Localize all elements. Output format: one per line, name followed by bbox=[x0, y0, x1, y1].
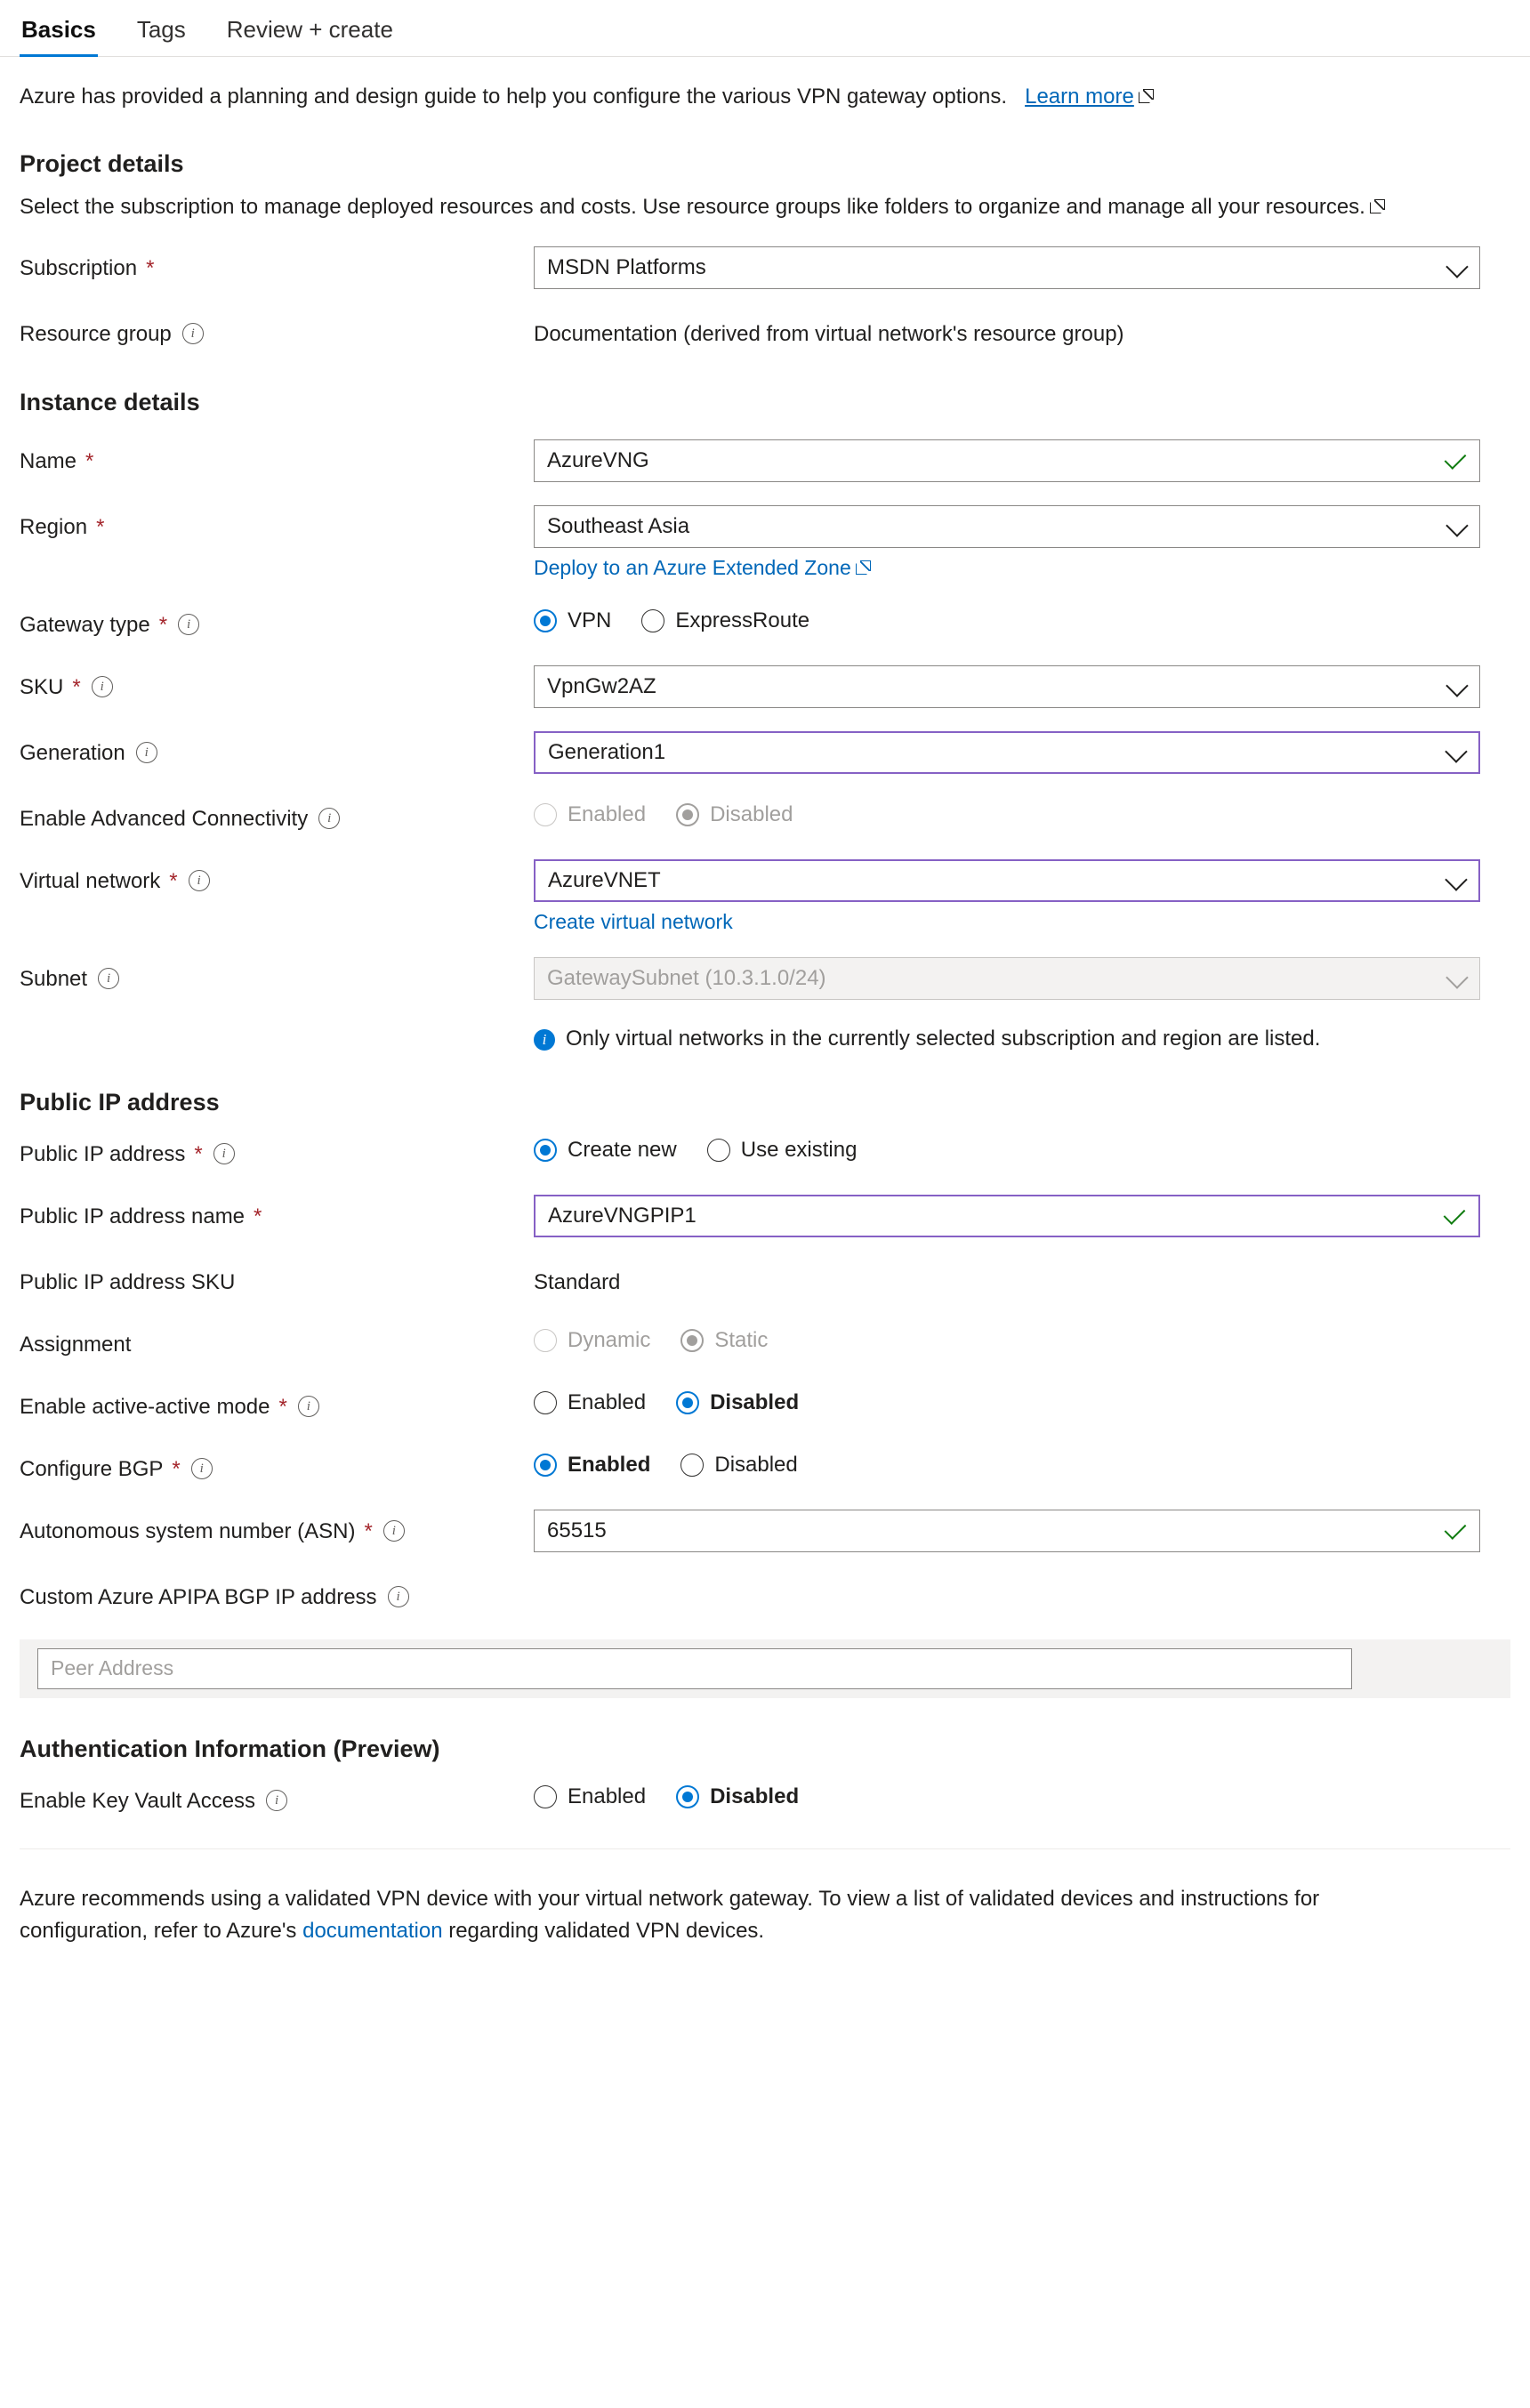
virtual-network-note-text: Only virtual networks in the currently selected subscription and region are listed. bbox=[566, 1026, 1321, 1051]
name-row bbox=[20, 439, 1510, 482]
generation-row bbox=[20, 731, 1510, 774]
resource-group-help-icon[interactable] bbox=[1370, 199, 1385, 214]
advanced-connectivity-option-enabled bbox=[534, 802, 646, 827]
external-link-icon bbox=[1139, 89, 1154, 104]
intro-text bbox=[20, 82, 1510, 113]
public-ip-sku-label bbox=[20, 1260, 534, 1296]
public-ip-sku-row bbox=[20, 1260, 1510, 1300]
advanced-connectivity-radio-group bbox=[534, 797, 1480, 827]
gateway-type-radio-group bbox=[534, 603, 1480, 633]
name-label bbox=[20, 439, 534, 475]
key-vault-option-disabled-label: Disabled bbox=[710, 1784, 800, 1808]
configure-bgp-radio-group bbox=[534, 1447, 1480, 1478]
chevron-down-icon bbox=[1445, 255, 1468, 278]
generation-label-text: Generation bbox=[20, 740, 125, 765]
subnet-select bbox=[534, 957, 1480, 1000]
radio-icon bbox=[534, 1329, 557, 1352]
key-vault-field bbox=[534, 1779, 1480, 1809]
required-marker: * bbox=[194, 1141, 203, 1166]
valid-check-icon bbox=[1445, 1518, 1467, 1540]
subscription-field bbox=[534, 246, 1480, 289]
chevron-down-icon bbox=[1445, 740, 1467, 762]
asn-label bbox=[20, 1510, 534, 1545]
public-ip-address-option-use-existing-label: Use existing bbox=[740, 1137, 858, 1162]
gateway-type-field bbox=[534, 603, 1480, 633]
required-marker: * bbox=[172, 1456, 181, 1481]
apipa-row bbox=[20, 1575, 1510, 1615]
project-details-description bbox=[20, 192, 1478, 223]
key-vault-option-disabled[interactable] bbox=[676, 1784, 799, 1809]
radio-icon bbox=[534, 1139, 557, 1162]
subnet-row bbox=[20, 957, 1510, 1000]
key-vault-label-text: Enable Key Vault Access bbox=[20, 1788, 256, 1813]
name-input[interactable] bbox=[534, 439, 1480, 482]
advanced-connectivity-option-enabled-label: Enabled bbox=[568, 801, 647, 826]
subscription-label bbox=[20, 246, 534, 282]
assignment-option-static-label: Static bbox=[714, 1327, 769, 1352]
radio-icon bbox=[641, 609, 664, 632]
assignment-option-static bbox=[680, 1328, 768, 1353]
virtual-network-value: AzureVNET bbox=[548, 867, 661, 892]
advanced-connectivity-row bbox=[20, 797, 1510, 836]
resource-group-field bbox=[534, 312, 1480, 348]
advanced-connectivity-option-disabled-label: Disabled bbox=[710, 801, 793, 826]
chevron-down-icon bbox=[1445, 674, 1468, 697]
advanced-connectivity-label bbox=[20, 797, 534, 833]
active-active-label-text: Enable active-active mode bbox=[20, 1394, 270, 1419]
info-icon[interactable]: i bbox=[189, 870, 210, 891]
active-active-label bbox=[20, 1385, 534, 1421]
public-ip-address-option-create-new[interactable] bbox=[534, 1138, 677, 1163]
configure-bgp-label bbox=[20, 1447, 534, 1483]
required-marker: * bbox=[254, 1204, 262, 1228]
gateway-type-option-expressroute-label: ExpressRoute bbox=[675, 608, 810, 632]
subnet-field bbox=[534, 957, 1480, 1000]
gateway-type-label-text: Gateway type bbox=[20, 612, 150, 637]
intro-label: Azure has provided a planning and design guide to help you configure the various VPN gateway options. bbox=[20, 85, 1008, 109]
public-ip-address-label bbox=[20, 1132, 534, 1168]
radio-icon bbox=[534, 1785, 557, 1808]
generation-select[interactable] bbox=[534, 731, 1480, 774]
public-ip-address-radio-group bbox=[534, 1132, 1480, 1163]
name-field bbox=[534, 439, 1480, 482]
assignment-option-dynamic bbox=[534, 1328, 650, 1353]
virtual-network-row bbox=[20, 859, 1510, 934]
advanced-connectivity-label-text: Enable Advanced Connectivity bbox=[20, 806, 309, 831]
public-ip-sku-label-text: Public IP address SKU bbox=[20, 1269, 236, 1294]
required-marker: * bbox=[96, 514, 105, 539]
learn-more-link[interactable] bbox=[1025, 85, 1134, 109]
tab-tags[interactable]: Tags bbox=[136, 15, 186, 43]
info-icon[interactable]: i bbox=[318, 808, 340, 829]
subscription-select[interactable] bbox=[534, 246, 1480, 289]
advanced-connectivity-option-disabled bbox=[676, 802, 793, 827]
chevron-down-icon bbox=[1445, 514, 1468, 536]
subnet-label-text: Subnet bbox=[20, 966, 88, 991]
public-ip-address-row bbox=[20, 1132, 1510, 1172]
footer-text-part2: regarding validated VPN devices. bbox=[442, 1918, 765, 1943]
gateway-type-row bbox=[20, 603, 1510, 642]
info-icon[interactable]: i bbox=[191, 1458, 213, 1479]
asn-input[interactable] bbox=[534, 1510, 1480, 1552]
radio-icon bbox=[676, 1391, 699, 1414]
asn-row bbox=[20, 1510, 1510, 1552]
generation-field bbox=[534, 731, 1480, 774]
region-field bbox=[534, 505, 1480, 580]
virtual-network-label bbox=[20, 859, 534, 895]
name-label-text: Name bbox=[20, 448, 77, 473]
info-icon[interactable]: i bbox=[388, 1586, 409, 1607]
gateway-type-label bbox=[20, 603, 534, 639]
key-vault-row bbox=[20, 1779, 1510, 1818]
extended-zone-link-label: Deploy to an Azure Extended Zone bbox=[534, 555, 851, 579]
region-label-text: Region bbox=[20, 514, 88, 539]
valid-check-icon bbox=[1444, 1203, 1466, 1225]
required-marker: * bbox=[169, 868, 178, 893]
public-ip-sku-field bbox=[534, 1260, 1480, 1296]
assignment-radio-group bbox=[534, 1323, 1480, 1353]
sku-value: VpnGw2AZ bbox=[547, 673, 656, 698]
instance-details-heading: Instance details bbox=[20, 388, 200, 415]
region-row bbox=[20, 505, 1510, 580]
radio-icon bbox=[680, 1454, 704, 1477]
radio-icon bbox=[534, 803, 557, 826]
key-vault-radio-group bbox=[534, 1779, 1480, 1809]
active-active-field bbox=[534, 1385, 1480, 1415]
radio-icon bbox=[676, 1785, 699, 1808]
footer-text-part1: Azure recommends using a validated VPN device with your virtual network gateway. To view a list of validated devices and instructions for configuration, refer to Azure's bbox=[20, 1886, 1320, 1943]
documentation-link[interactable]: documentation bbox=[302, 1918, 443, 1943]
configure-bgp-field bbox=[534, 1447, 1480, 1478]
key-vault-label bbox=[20, 1779, 534, 1815]
valid-check-icon bbox=[1445, 447, 1467, 470]
tab-bar bbox=[0, 0, 1530, 57]
required-marker: * bbox=[146, 255, 155, 280]
required-marker: * bbox=[85, 448, 94, 473]
resource-group-value: Documentation (derived from virtual network's resource group) bbox=[534, 321, 1124, 346]
apipa-peer-address-strip bbox=[20, 1639, 1510, 1698]
learn-more-label: Learn more bbox=[1025, 85, 1134, 109]
resource-group-row bbox=[20, 312, 1510, 351]
active-active-row bbox=[20, 1385, 1510, 1424]
project-details-description-text: Select the subscription to manage deployed resources and costs. Use resource groups like folders to organize and manage all your resources. bbox=[20, 194, 1365, 219]
public-ip-address-option-create-new-label: Create new bbox=[568, 1137, 677, 1162]
required-marker: * bbox=[364, 1518, 373, 1543]
resource-group-label-text: Resource group bbox=[20, 321, 172, 346]
generation-value: Generation1 bbox=[548, 739, 666, 764]
chevron-down-icon bbox=[1445, 966, 1468, 988]
public-ip-name-value: AzureVNGPIP1 bbox=[548, 1203, 697, 1228]
name-value: AzureVNG bbox=[547, 447, 649, 472]
configure-bgp-option-disabled-label: Disabled bbox=[714, 1452, 798, 1477]
footer-text bbox=[20, 1883, 1443, 1947]
sku-field bbox=[534, 665, 1480, 708]
required-marker: * bbox=[278, 1394, 287, 1419]
region-label bbox=[20, 505, 534, 541]
assignment-field bbox=[534, 1323, 1480, 1353]
radio-icon bbox=[680, 1329, 704, 1352]
extended-zone-link[interactable] bbox=[534, 556, 871, 580]
active-active-radio-group bbox=[534, 1385, 1480, 1415]
info-icon[interactable]: i bbox=[266, 1790, 287, 1811]
region-value: Southeast Asia bbox=[547, 513, 690, 538]
public-ip-sku-value: Standard bbox=[534, 1269, 621, 1294]
info-icon[interactable]: i bbox=[98, 968, 119, 989]
tab-basics[interactable]: Basics bbox=[20, 16, 98, 56]
chevron-down-icon bbox=[1445, 868, 1467, 890]
subnet-value: GatewaySubnet (10.3.1.0/24) bbox=[547, 965, 826, 990]
apipa-label-text: Custom Azure APIPA BGP IP address bbox=[20, 1584, 377, 1609]
gateway-type-option-vpn-label: VPN bbox=[568, 608, 612, 632]
authentication-heading: Authentication Information (Preview) bbox=[20, 1735, 440, 1762]
active-active-option-enabled-label: Enabled bbox=[568, 1389, 647, 1414]
assignment-label-text: Assignment bbox=[20, 1332, 132, 1357]
assignment-label bbox=[20, 1323, 534, 1358]
virtual-network-select[interactable] bbox=[534, 859, 1480, 902]
public-ip-name-field bbox=[534, 1195, 1480, 1237]
info-icon[interactable]: i bbox=[178, 614, 199, 635]
configure-bgp-option-enabled-label: Enabled bbox=[568, 1452, 651, 1477]
public-ip-name-input[interactable] bbox=[534, 1195, 1480, 1237]
radio-icon bbox=[534, 609, 557, 632]
info-icon[interactable]: i bbox=[92, 676, 113, 697]
required-marker: * bbox=[72, 674, 81, 699]
region-select[interactable] bbox=[534, 505, 1480, 548]
info-icon[interactable]: i bbox=[298, 1396, 319, 1417]
active-active-option-disabled-label: Disabled bbox=[710, 1389, 800, 1414]
peer-address-input[interactable]: Peer Address bbox=[37, 1648, 1352, 1689]
asn-label-text: Autonomous system number (ASN) bbox=[20, 1518, 356, 1543]
virtual-network-label-text: Virtual network bbox=[20, 868, 161, 893]
configure-bgp-option-disabled[interactable] bbox=[680, 1453, 797, 1478]
gateway-type-option-vpn[interactable] bbox=[534, 608, 611, 633]
sku-row bbox=[20, 665, 1510, 708]
info-icon[interactable]: i bbox=[182, 323, 204, 344]
radio-icon bbox=[707, 1139, 730, 1162]
radio-icon bbox=[534, 1391, 557, 1414]
sku-label-text: SKU bbox=[20, 674, 64, 699]
radio-icon bbox=[676, 803, 699, 826]
active-active-option-disabled[interactable] bbox=[676, 1390, 799, 1415]
public-ip-address-label-text: Public IP address bbox=[20, 1141, 186, 1166]
configure-bgp-label-text: Configure BGP bbox=[20, 1456, 164, 1481]
public-ip-name-label-text: Public IP address name bbox=[20, 1204, 246, 1228]
sku-select[interactable] bbox=[534, 665, 1480, 708]
virtual-network-note bbox=[534, 1027, 1510, 1051]
create-virtual-network-link[interactable]: Create virtual network bbox=[534, 909, 733, 933]
public-ip-address-field bbox=[534, 1132, 1480, 1163]
subnet-label bbox=[20, 957, 534, 993]
subscription-row bbox=[20, 246, 1510, 289]
configure-bgp-option-enabled[interactable] bbox=[534, 1453, 650, 1478]
public-ip-name-label bbox=[20, 1195, 534, 1230]
subscription-value: MSDN Platforms bbox=[547, 254, 706, 279]
info-icon[interactable]: i bbox=[383, 1520, 405, 1542]
info-icon[interactable]: i bbox=[213, 1143, 235, 1164]
tab-review-create[interactable]: Review + create bbox=[226, 15, 393, 43]
assignment-row bbox=[20, 1323, 1510, 1362]
info-filled-icon: i bbox=[534, 1029, 555, 1051]
info-icon[interactable]: i bbox=[136, 742, 157, 763]
key-vault-option-enabled[interactable] bbox=[534, 1784, 646, 1809]
gateway-type-option-expressroute[interactable] bbox=[641, 608, 809, 633]
key-vault-option-enabled-label: Enabled bbox=[568, 1784, 647, 1808]
virtual-network-field bbox=[534, 859, 1480, 934]
asn-value: 65515 bbox=[547, 1518, 607, 1542]
required-marker: * bbox=[158, 612, 168, 637]
subscription-label-text: Subscription bbox=[20, 255, 138, 280]
resource-group-label bbox=[20, 312, 534, 348]
public-ip-name-row bbox=[20, 1195, 1510, 1237]
generation-label bbox=[20, 731, 534, 767]
asn-field bbox=[534, 1510, 1480, 1552]
project-details-heading: Project details bbox=[20, 149, 184, 177]
radio-icon bbox=[534, 1454, 557, 1477]
configure-bgp-row bbox=[20, 1447, 1510, 1486]
footer-divider bbox=[20, 1848, 1510, 1849]
apipa-label bbox=[20, 1575, 409, 1611]
public-ip-heading: Public IP address bbox=[20, 1088, 220, 1115]
active-active-option-enabled[interactable] bbox=[534, 1390, 646, 1415]
public-ip-address-option-use-existing[interactable] bbox=[707, 1138, 858, 1163]
external-link-icon bbox=[856, 560, 871, 576]
sku-label bbox=[20, 665, 534, 701]
advanced-connectivity-field bbox=[534, 797, 1480, 827]
assignment-option-dynamic-label: Dynamic bbox=[568, 1327, 651, 1352]
